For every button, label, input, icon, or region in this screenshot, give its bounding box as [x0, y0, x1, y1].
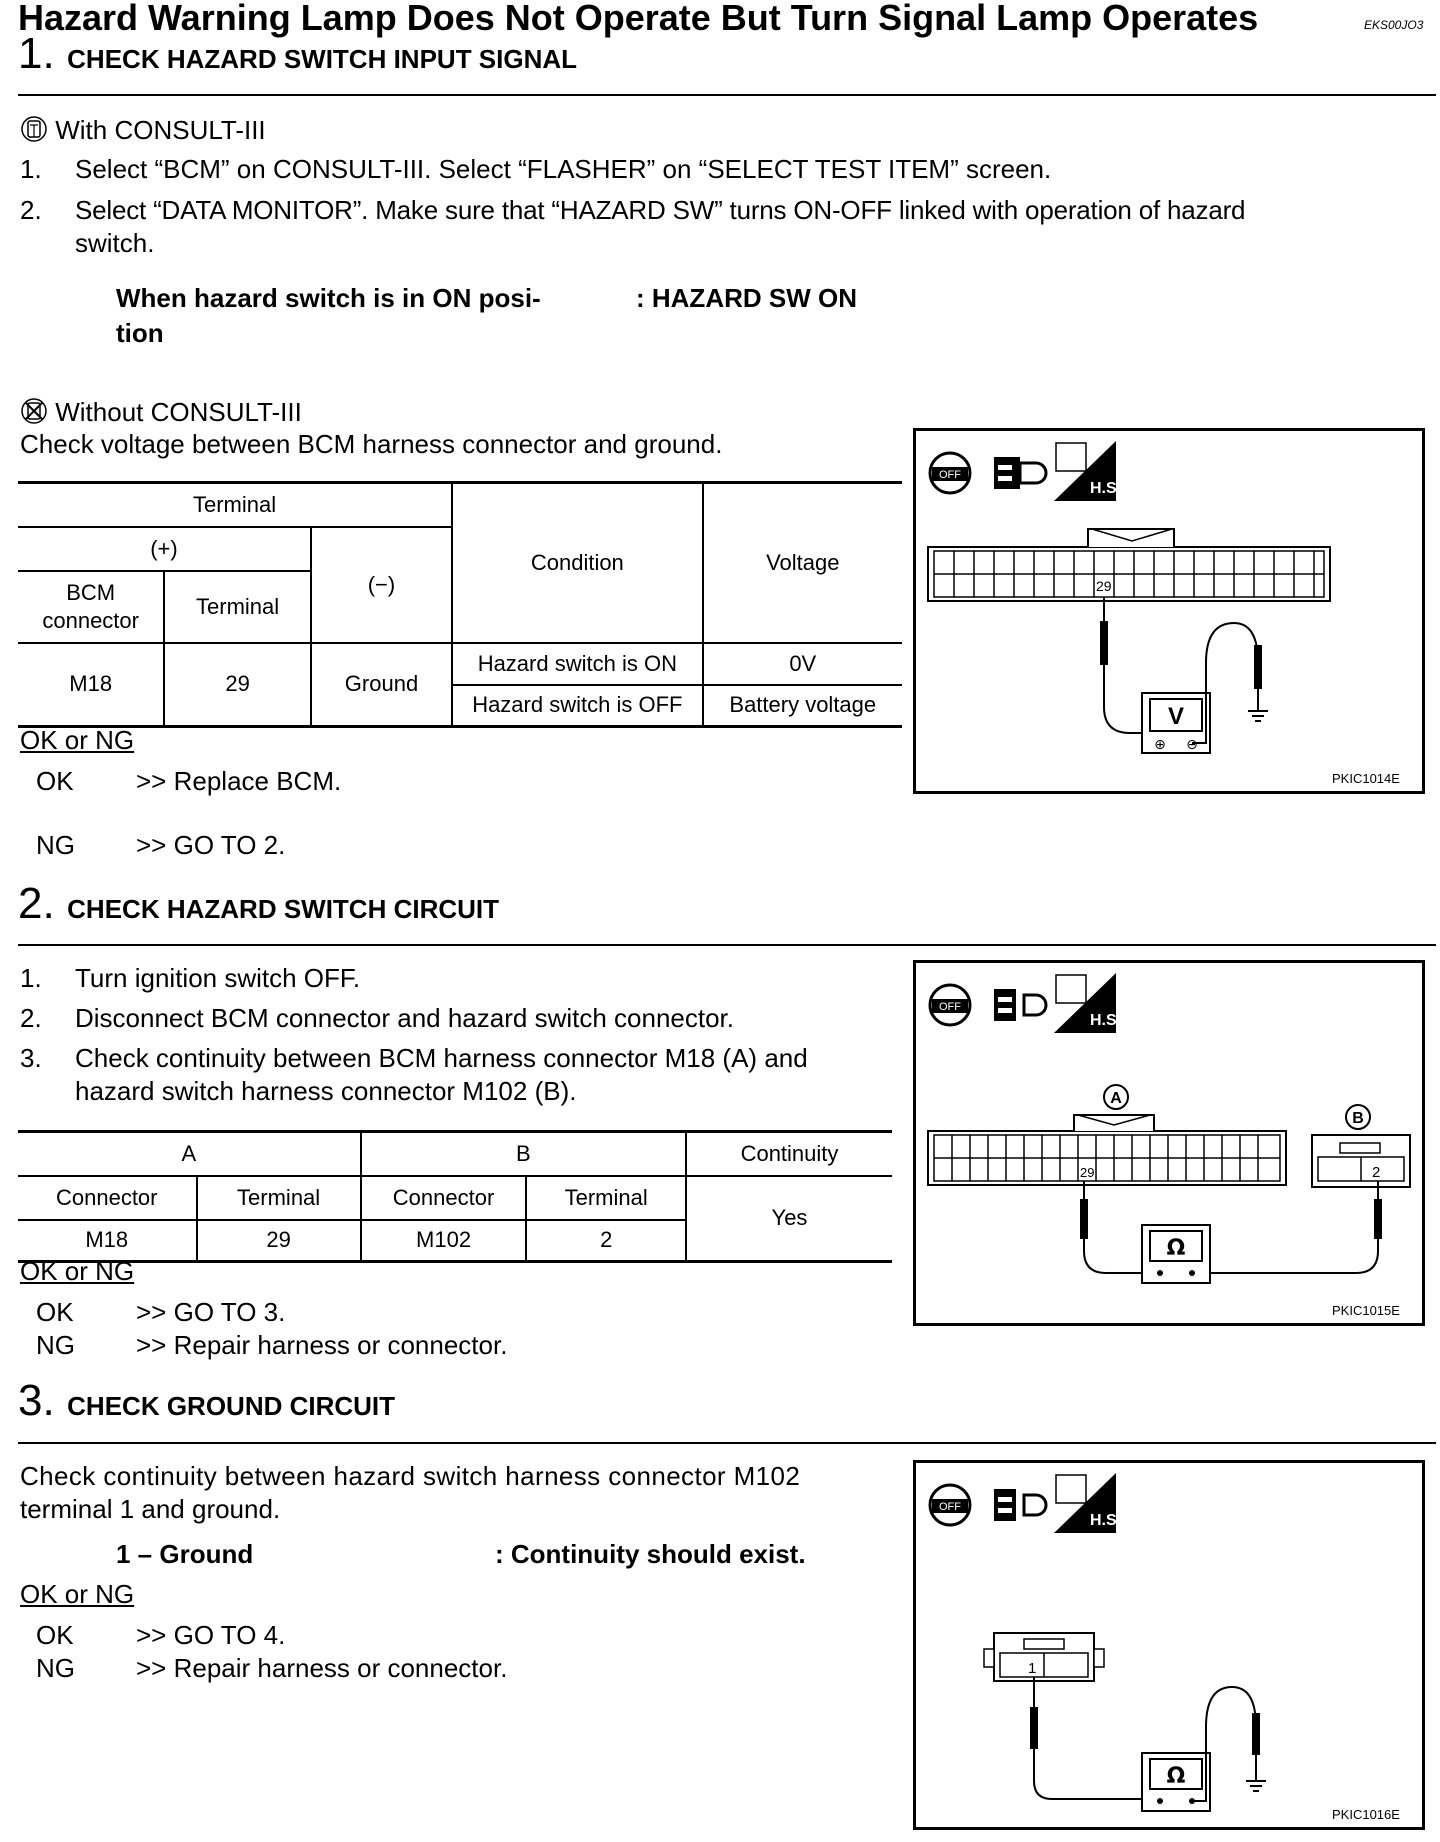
connector-diagram [916, 1083, 1416, 1313]
step-title: CHECK HAZARD SWITCH CIRCUIT [67, 894, 500, 924]
table-cell: Ground [311, 643, 452, 727]
check-instruction: Check continuity between hazard switch harness connector M102 [20, 1461, 801, 1491]
table-header: Voltage [703, 483, 902, 643]
step-number: 2. [18, 879, 55, 928]
figure-id: PKIC1016E [1332, 1807, 1400, 1822]
table-header: A [18, 1132, 361, 1176]
spec-value: : HAZARD SW ON [636, 283, 857, 313]
spec-condition-continued: tion [116, 318, 164, 348]
header-line: BCM [66, 579, 116, 605]
without-consult-line [20, 396, 302, 432]
step-number: 1. [18, 29, 55, 78]
list-item-number: 3. [20, 1043, 42, 1073]
step-2-heading [18, 880, 499, 928]
figure-id: PKIC1015E [1332, 1303, 1400, 1318]
ok-action: >> GO TO 3. [136, 1297, 286, 1327]
voltmeter-label: V [1167, 703, 1185, 730]
table-header [18, 571, 164, 643]
check-instruction-continued: terminal 1 and ground. [20, 1494, 281, 1524]
table-cell: 2 [526, 1220, 686, 1262]
list-item-number: 1. [20, 963, 42, 993]
ohmmeter-label: Ω [1166, 1236, 1186, 1261]
table-cell: Hazard switch is OFF [452, 685, 702, 727]
terminal-b-label: 2 [1372, 1164, 1381, 1181]
connector-diagram [916, 1613, 1416, 1823]
minus-terminal: ⊖ [1186, 737, 1198, 753]
spec-condition: When hazard switch is in ON posi- [116, 283, 541, 313]
list-item-number: 1. [20, 154, 42, 184]
ok-or-ng-label: OK or NG [20, 1579, 135, 1609]
table-header: B [361, 1132, 686, 1176]
ok-label: OK [36, 1620, 74, 1650]
no-consult-icon [20, 397, 48, 432]
list-item-number: 2. [20, 1003, 42, 1033]
list-item-text: Disconnect BCM connector and hazard switch connector. [75, 1003, 735, 1033]
terminal-label: 1 [1028, 1660, 1037, 1677]
table-header: Connector [18, 1176, 197, 1220]
ng-action: >> GO TO 2. [136, 830, 286, 860]
hazard-switch-icon [1054, 441, 1122, 501]
voltage-check-table [18, 481, 902, 728]
list-item-text: Check continuity between BCM harness connector M18 (A) and [75, 1043, 808, 1073]
table-header: Terminal [164, 571, 311, 643]
connector-diagram [916, 511, 1416, 781]
list-item-text-continued: hazard switch harness connector M102 (B). [75, 1076, 577, 1106]
list-item-text-continued: switch. [75, 228, 155, 258]
ok-action: >> Replace BCM. [136, 766, 342, 796]
step-3-heading [18, 1377, 395, 1425]
table-cell: M102 [361, 1220, 527, 1262]
table-cell: 0V [703, 643, 902, 685]
spec-label: 1 – Ground [116, 1539, 254, 1569]
table-header: (+) [18, 527, 311, 571]
figure-ground-check [913, 1460, 1425, 1830]
table-header: Terminal [197, 1176, 361, 1220]
table-cell: Battery voltage [703, 685, 902, 727]
hs-text: H.S. [1090, 1512, 1122, 1529]
figure-id: PKIC1014E [1332, 771, 1400, 786]
off-text: OFF [939, 1501, 961, 1513]
with-consult-line [20, 114, 266, 150]
step-title: CHECK GROUND CIRCUIT [67, 1391, 396, 1421]
continuity-table [18, 1130, 892, 1263]
off-text: OFF [939, 1001, 961, 1013]
ok-or-ng-label: OK or NG [20, 1256, 135, 1286]
page-title: Hazard Warning Lamp Does Not Operate But Turn Signal Lamp Operates [18, 0, 1259, 38]
connector-b-label: B [1352, 1110, 1364, 1127]
table-header: Terminal [18, 483, 452, 527]
section-divider [18, 1442, 1436, 1444]
header-line: connector [42, 607, 139, 633]
section-divider [18, 94, 1436, 96]
figure-voltage-check [913, 428, 1425, 794]
table-cell: 29 [197, 1220, 361, 1262]
table-cell: Yes [686, 1176, 892, 1262]
check-instruction: Check voltage between BCM harness connector and ground. [20, 429, 723, 459]
hs-text: H.S. [1090, 1012, 1122, 1029]
ng-label: NG [36, 1330, 75, 1360]
spec-value: : Continuity should exist. [495, 1539, 806, 1569]
table-header: Terminal [526, 1176, 686, 1220]
connector-a-label: A [1110, 1090, 1122, 1107]
hs-text: H.S. [1090, 480, 1122, 497]
list-item-number: 2. [20, 195, 42, 225]
table-cell: Hazard switch is ON [452, 643, 702, 685]
ng-label: NG [36, 1653, 75, 1683]
figure-continuity-check [913, 960, 1425, 1326]
table-cell: M18 [18, 1220, 197, 1262]
without-consult-label: Without CONSULT-III [55, 397, 302, 427]
consult-tool-icon [20, 115, 48, 150]
table-row [18, 643, 902, 685]
terminal-label: 29 [1096, 578, 1112, 594]
list-item-text: Select “DATA MONITOR”. Make sure that “HAZARD SW” turns ON-OFF linked with operation of hazard [75, 195, 1246, 225]
table-header: Condition [452, 483, 702, 643]
table-header: (−) [311, 527, 452, 643]
plus-terminal: ⊕ [1154, 737, 1166, 753]
ok-or-ng-label: OK or NG [20, 725, 135, 755]
ok-action: >> GO TO 4. [136, 1620, 286, 1650]
table-header: Connector [361, 1176, 527, 1220]
section-divider [18, 944, 1436, 946]
with-consult-label: With CONSULT-III [55, 115, 266, 145]
ohmmeter-label: Ω [1166, 1764, 1186, 1789]
ng-action: >> Repair harness or connector. [136, 1653, 508, 1683]
step-1-heading [18, 30, 577, 78]
ok-label: OK [36, 766, 74, 796]
off-text: OFF [939, 469, 961, 481]
ok-label: OK [36, 1297, 74, 1327]
hazard-switch-icon [1054, 1473, 1122, 1533]
document-id: EKS00JO3 [1364, 18, 1424, 32]
step-title: CHECK HAZARD SWITCH INPUT SIGNAL [67, 44, 578, 74]
list-item-text: Turn ignition switch OFF. [75, 963, 361, 993]
ng-label: NG [36, 830, 75, 860]
table-header: Continuity [686, 1132, 892, 1176]
table-cell: 29 [164, 643, 311, 727]
step-number: 3. [18, 1376, 55, 1425]
list-item-text: Select “BCM” on CONSULT-III. Select “FLASHER” on “SELECT TEST ITEM” screen. [75, 154, 1052, 184]
ng-action: >> Repair harness or connector. [136, 1330, 508, 1360]
hazard-switch-icon [1054, 973, 1122, 1033]
terminal-a-label: 29 [1080, 1165, 1095, 1180]
table-cell: M18 [18, 643, 164, 727]
